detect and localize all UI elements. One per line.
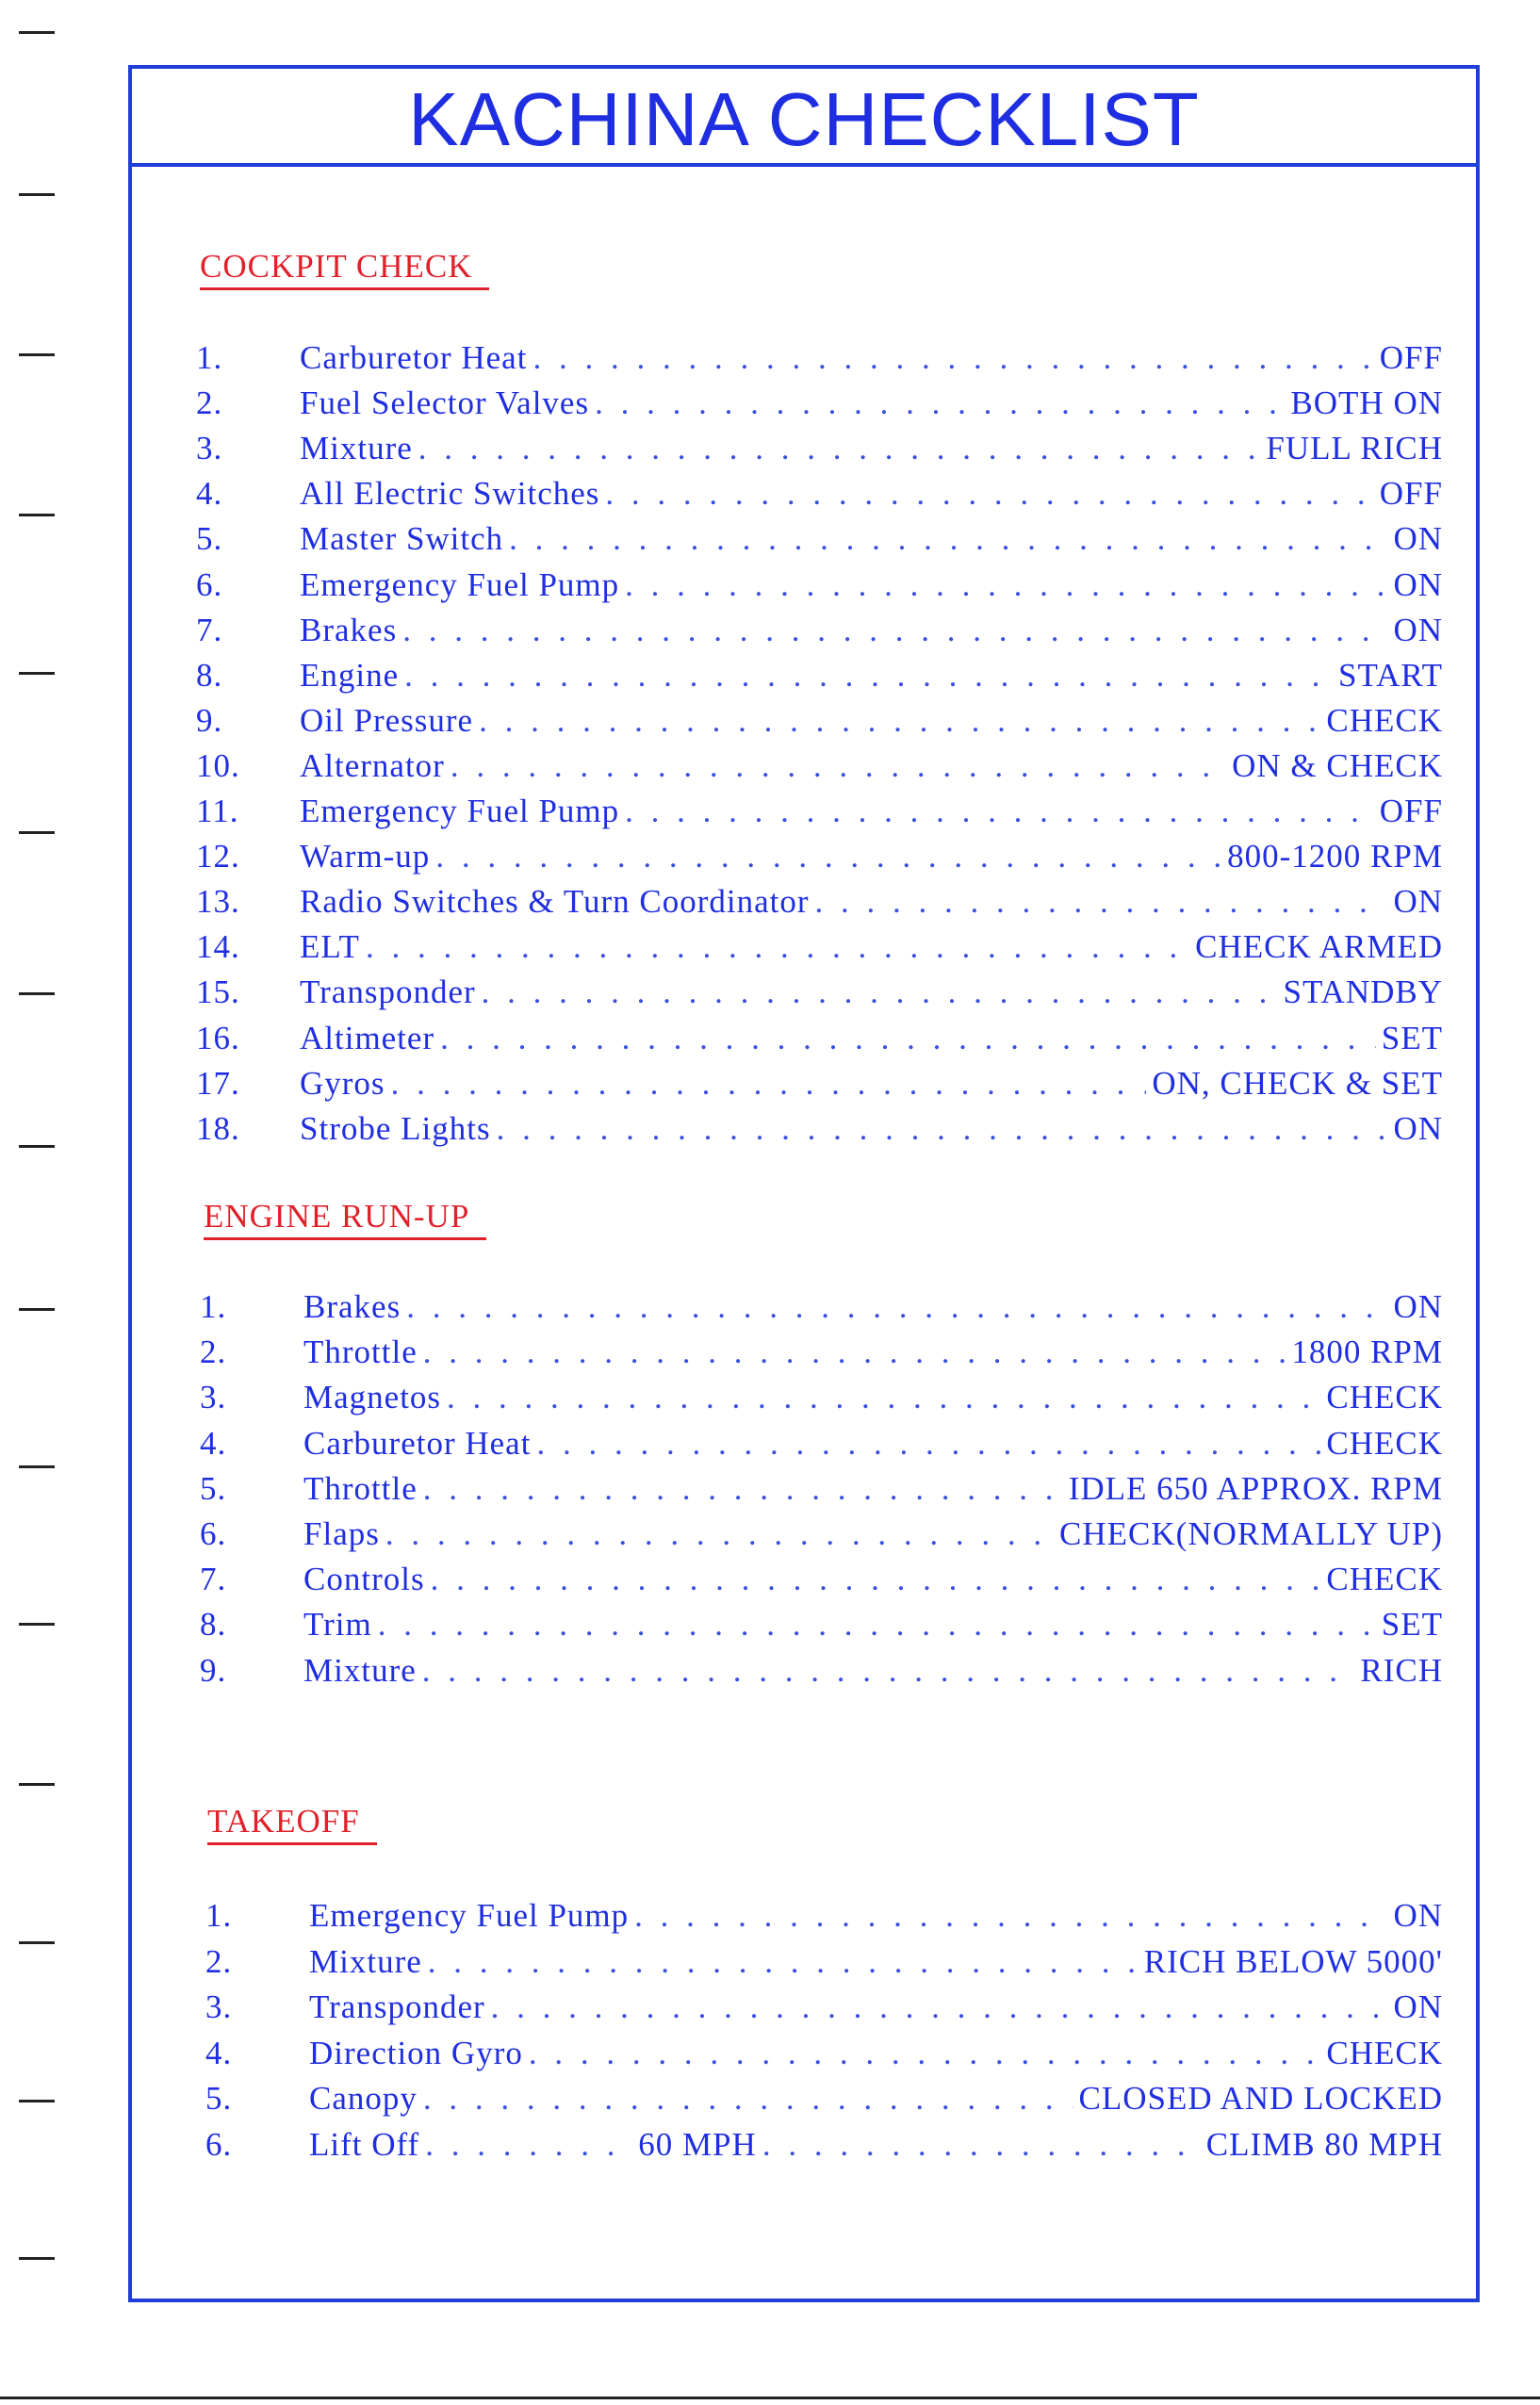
- dot-leader: [440, 1020, 1376, 1057]
- item-label: Engine: [300, 656, 400, 694]
- dot-leader: [391, 1065, 1147, 1103]
- margin-tick: [19, 1783, 55, 1786]
- section-heading-engine-run-up: ENGINE RUN-UP: [204, 1198, 486, 1240]
- item-value: RICH BELOW 5000': [1143, 1942, 1443, 1980]
- item-label: Emergency Fuel Pump: [309, 1897, 630, 1934]
- checklist-item: [196, 339, 1443, 383]
- checklist-item: [205, 2080, 1443, 2123]
- dot-leader: [378, 1606, 1376, 1644]
- item-value: CHECK ARMED: [1195, 928, 1443, 966]
- dot-leader: [366, 928, 1189, 966]
- margin-tick: [19, 193, 55, 196]
- checklist-item: [196, 566, 1443, 610]
- item-number: 13.: [196, 883, 240, 921]
- item-number: 5.: [200, 1469, 227, 1507]
- checklist-item: [196, 475, 1443, 518]
- checklist-item: [196, 883, 1443, 926]
- dot-leader: [435, 838, 1221, 875]
- dot-leader: [402, 612, 1387, 649]
- item-value: CHECK: [1326, 1424, 1443, 1462]
- dot-leader: [431, 1561, 1321, 1598]
- checklist-item: [196, 747, 1443, 791]
- margin-tick: [19, 1308, 55, 1311]
- item-number: 3.: [205, 1988, 233, 2025]
- item-number: 1.: [205, 1897, 233, 1934]
- page-title: KACHINA CHECKLIST: [408, 77, 1200, 161]
- checklist-item: [196, 702, 1443, 745]
- item-value: SET: [1381, 1019, 1443, 1056]
- item-label: Strobe Lights: [300, 1109, 491, 1147]
- checklist-item: [196, 384, 1443, 428]
- item-number: 2.: [196, 384, 223, 422]
- checklist-item: [196, 1020, 1443, 1063]
- item-number: 3.: [200, 1379, 227, 1416]
- dot-leader: [423, 1333, 1286, 1371]
- dot-leader: [425, 2126, 632, 2164]
- item-value: ON: [1393, 520, 1443, 558]
- item-number: 5.: [196, 520, 223, 558]
- item-label: Mixture: [303, 1651, 417, 1689]
- dot-leader: [605, 475, 1373, 513]
- item-label: Brakes: [303, 1288, 401, 1325]
- item-number: 8.: [196, 656, 223, 694]
- dot-leader: [418, 430, 1261, 467]
- dot-leader: [482, 973, 1278, 1011]
- item-number: 6.: [196, 565, 223, 603]
- dot-leader: [532, 339, 1373, 377]
- item-value: RICH: [1360, 1651, 1443, 1689]
- dot-leader: [815, 883, 1388, 921]
- item-value: IDLE 650 APPROX. RPM: [1068, 1469, 1443, 1507]
- item-label: Throttle: [303, 1469, 418, 1507]
- checklist-item: [196, 430, 1443, 473]
- item-label: All Electric Switches: [300, 475, 600, 513]
- dot-leader: [404, 657, 1333, 695]
- item-value: STANDBY: [1283, 973, 1443, 1011]
- item-value: ON: [1393, 883, 1443, 921]
- checklist-item: [196, 1110, 1443, 1153]
- margin-tick: [19, 31, 55, 34]
- item-label: Carburetor Heat: [300, 339, 528, 376]
- item-number: 9.: [196, 701, 223, 739]
- item-label: Throttle: [303, 1333, 418, 1371]
- item-label: Emergency Fuel Pump: [300, 793, 620, 829]
- dot-leader: [509, 520, 1387, 558]
- margin-tick: [19, 2100, 55, 2102]
- dot-leader: [423, 1470, 1063, 1508]
- checklist-item: [196, 838, 1443, 881]
- dot-leader: [451, 747, 1226, 785]
- item-value: ON: [1393, 1109, 1443, 1147]
- item-value: SET: [1381, 1606, 1443, 1644]
- item-label: Master Switch: [300, 520, 504, 558]
- item-value: ON: [1393, 565, 1443, 603]
- dot-leader: [422, 1652, 1355, 1690]
- item-value: BOTH ON: [1290, 384, 1443, 422]
- margin-tick: [19, 514, 55, 516]
- checklist-item: [200, 1425, 1443, 1468]
- item-label: Controls: [303, 1561, 425, 1598]
- item-number: 7.: [200, 1561, 227, 1598]
- item-number: 9.: [200, 1651, 227, 1689]
- checklist-item: [196, 612, 1443, 655]
- checklist-item: [205, 2126, 1443, 2169]
- checklist-item: [196, 657, 1443, 700]
- item-number: 15.: [196, 973, 240, 1011]
- item-value: 1800 RPM: [1291, 1333, 1443, 1371]
- item-value: ON: [1393, 611, 1443, 648]
- item-value: CHECK(NORMALLY UP): [1059, 1515, 1443, 1552]
- checklist-item: [196, 973, 1443, 1017]
- item-number: 4.: [196, 475, 223, 513]
- item-label: Brakes: [300, 611, 398, 648]
- margin-tick: [19, 1465, 55, 1468]
- margin-tick: [19, 1623, 55, 1626]
- item-label: Carburetor Heat: [303, 1424, 532, 1462]
- checklist-item: [200, 1470, 1443, 1513]
- item-label: Direction Gyro: [309, 2034, 523, 2071]
- item-label: Warm-up: [300, 838, 431, 875]
- item-label: Gyros: [300, 1064, 385, 1102]
- item-label: Radio Switches & Turn Coordinator: [300, 883, 810, 921]
- item-label: Fuel Selector Valves: [300, 384, 590, 422]
- item-number: 11.: [196, 793, 239, 829]
- dot-leader: [529, 2035, 1321, 2072]
- dot-leader: [423, 2080, 1073, 2118]
- checklist-frame: [128, 65, 1480, 2302]
- dot-leader: [595, 384, 1285, 422]
- item-value: ON: [1393, 1988, 1443, 2025]
- item-value: CHECK: [1326, 701, 1443, 739]
- section-heading-cockpit-check: COCKPIT CHECK: [200, 248, 489, 290]
- margin-tick: [19, 672, 55, 675]
- item-value: CLIMB 80 MPH: [1205, 2125, 1443, 2163]
- dot-leader: [385, 1515, 1054, 1553]
- dot-leader: [625, 566, 1387, 604]
- margin-tick: [19, 353, 55, 356]
- item-number: 1.: [196, 339, 223, 376]
- checklist-item: [205, 1988, 1443, 2032]
- item-number: 2.: [200, 1333, 227, 1371]
- item-number: 10.: [196, 746, 240, 784]
- checklist-item: [200, 1652, 1443, 1695]
- dot-leader: [625, 793, 1374, 830]
- checklist-item: [196, 520, 1443, 564]
- item-value: FULL RICH: [1266, 430, 1443, 467]
- item-value: START: [1338, 656, 1443, 694]
- margin-tick: [19, 1145, 55, 1148]
- item-value: OFF: [1379, 339, 1443, 376]
- dot-leader: [634, 1897, 1387, 1935]
- item-value: OFF: [1379, 475, 1443, 513]
- title-bar: [132, 69, 1476, 167]
- item-label: Magnetos: [303, 1379, 442, 1416]
- item-label: Lift Off: [309, 2125, 420, 2163]
- item-number: 14.: [196, 928, 240, 966]
- item-value: CHECK: [1326, 2034, 1443, 2071]
- item-value: CLOSED AND LOCKED: [1078, 2080, 1443, 2117]
- item-number: 7.: [196, 611, 223, 648]
- item-number: 4.: [205, 2034, 233, 2071]
- item-number: 16.: [196, 1019, 240, 1056]
- item-label: Mixture: [300, 430, 413, 467]
- item-number: 6.: [205, 2125, 233, 2163]
- item-value: ON: [1393, 1288, 1443, 1325]
- item-value: ON: [1393, 1897, 1443, 1934]
- item-number: 1.: [200, 1288, 227, 1325]
- dot-leader: [406, 1288, 1387, 1326]
- checklist-item: [196, 928, 1443, 972]
- dot-leader: [491, 1988, 1388, 2026]
- item-value: ON & CHECK: [1232, 746, 1443, 784]
- item-number: 4.: [200, 1424, 227, 1462]
- checklist-item: [205, 1897, 1443, 1940]
- item-label: Flaps: [303, 1515, 380, 1552]
- dot-leader: [536, 1425, 1320, 1463]
- checklist-item: [205, 1943, 1443, 1987]
- dot-leader: [428, 1943, 1139, 1981]
- item-number: 6.: [200, 1515, 227, 1552]
- checklist-item: [196, 1065, 1443, 1108]
- margin-tick: [19, 992, 55, 995]
- bottom-rule: [0, 2397, 1540, 2399]
- checklist-item: [200, 1561, 1443, 1604]
- checklist-item: [205, 2035, 1443, 2078]
- item-number: 3.: [196, 430, 223, 467]
- item-mid-value: 60 MPH: [638, 2125, 757, 2163]
- dot-leader: [762, 2126, 1201, 2164]
- item-value: ON, CHECK & SET: [1152, 1064, 1443, 1102]
- item-value: CHECK: [1326, 1561, 1443, 1598]
- item-label: ELT: [300, 928, 360, 966]
- margin-tick: [19, 831, 55, 834]
- item-number: 5.: [205, 2080, 233, 2117]
- checklist-item: [200, 1515, 1443, 1559]
- item-label: Canopy: [309, 2080, 418, 2117]
- item-label: Altimeter: [300, 1019, 435, 1056]
- item-number: 18.: [196, 1109, 240, 1147]
- dot-leader: [447, 1379, 1320, 1416]
- item-number: 8.: [200, 1606, 227, 1644]
- item-label: Mixture: [309, 1942, 422, 1980]
- item-number: 17.: [196, 1064, 240, 1102]
- item-value: CHECK: [1326, 1379, 1443, 1416]
- checklist-item: [200, 1379, 1443, 1422]
- item-value: OFF: [1379, 793, 1443, 829]
- margin-tick: [19, 1941, 55, 1944]
- item-label: Transponder: [309, 1988, 485, 2025]
- section-heading-takeoff: TAKEOFF: [207, 1803, 377, 1845]
- checklist-item: [196, 793, 1443, 836]
- item-label: Emergency Fuel Pump: [300, 565, 620, 603]
- dot-leader: [479, 702, 1320, 740]
- item-label: Oil Pressure: [300, 701, 474, 739]
- checklist-item: [200, 1606, 1443, 1649]
- item-number: 2.: [205, 1942, 233, 1980]
- item-number: 12.: [196, 838, 240, 875]
- item-label: Transponder: [300, 973, 476, 1011]
- checklist-item: [200, 1333, 1443, 1377]
- item-value: 800-1200 RPM: [1227, 838, 1443, 875]
- item-label: Trim: [303, 1606, 372, 1644]
- margin-tick: [19, 2257, 55, 2260]
- checklist-item: [200, 1288, 1443, 1332]
- dot-leader: [497, 1110, 1388, 1148]
- item-label: Alternator: [300, 746, 445, 784]
